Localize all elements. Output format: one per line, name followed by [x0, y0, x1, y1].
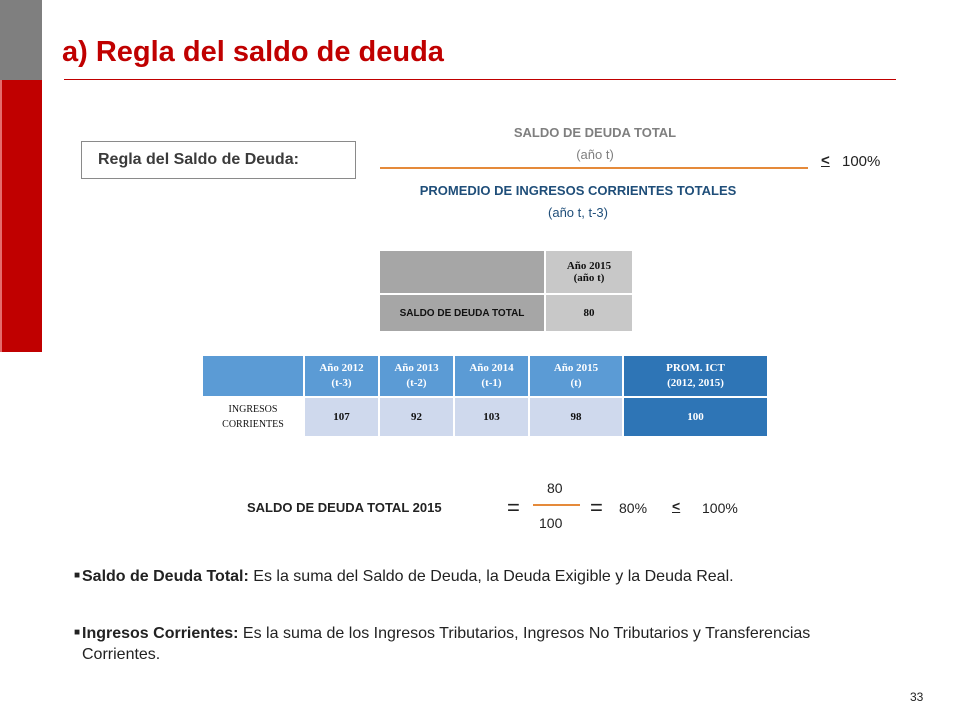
rule-numerator-label: SALDO DE DEUDA TOTAL [513, 125, 677, 140]
rule-numerator-sub: (año t) [576, 147, 614, 162]
income-header-year: Año 2015 [553, 362, 599, 374]
income-value: 107 [305, 398, 378, 436]
income-header-period: (t-1) [481, 377, 502, 389]
income-row-label-line2: CORRIENTES [222, 419, 284, 430]
rule-label: Regla del Saldo de Deuda: [98, 151, 299, 168]
rule-fraction-line [380, 167, 808, 169]
debt-table-value: 80 [546, 295, 632, 331]
formula-numerator: 80 [547, 480, 563, 496]
definition-term: Saldo de Deuda Total: [82, 568, 249, 585]
debt-table-header [546, 251, 632, 293]
debt-table-header-period: (año t) [573, 272, 605, 284]
income-value-prom: 100 [624, 398, 767, 436]
debt-table-header-row [380, 251, 632, 293]
slide-title: a) Regla del saldo de deuda [62, 36, 444, 68]
formula-denominator: 100 [539, 515, 563, 531]
formula-equals-2: = [590, 495, 603, 520]
income-table-header-prom [624, 356, 767, 396]
page-number: 33 [910, 690, 924, 704]
debt-table-header-year: Año 2015 [566, 260, 612, 272]
income-table-header-row [203, 356, 767, 396]
income-header-year: Año 2013 [394, 362, 439, 374]
left-red-bar-highlight [0, 80, 2, 352]
income-table [201, 354, 769, 438]
income-table-header [455, 356, 528, 396]
income-header-prom: PROM. ICT [666, 362, 725, 374]
debt-table-corner [380, 251, 544, 293]
income-table-header [305, 356, 378, 396]
income-table-corner [203, 356, 303, 396]
definition-term: Ingresos Corrientes: [82, 625, 239, 642]
rule-denominator-label: PROMEDIO DE INGRESOS CORRIENTES TOTALES [419, 183, 737, 198]
definition-text: Es la suma del Saldo de Deuda, la Deuda Exigible y la Deuda Real. [248, 568, 734, 585]
income-row-label [203, 398, 303, 436]
income-table-header [380, 356, 453, 396]
income-header-period: (t-2) [406, 377, 427, 389]
income-header-period: (t) [570, 377, 582, 389]
formula-label: SALDO DE DEUDA TOTAL 2015 [247, 500, 442, 515]
formula-comparator: < [672, 498, 681, 514]
rule-label-box [81, 141, 356, 179]
definition-text: Es la suma de los Ingresos Tributarios, Ingresos No Tributarios y Transferencias Corrientes. [82, 625, 811, 663]
income-value: 103 [455, 398, 528, 436]
income-header-prom-period: (2012, 2015) [667, 377, 724, 389]
left-gray-bar [0, 0, 42, 80]
income-table-row [203, 398, 767, 436]
income-value: 98 [530, 398, 622, 436]
income-header-year: Año 2014 [469, 362, 514, 374]
title-underline [64, 79, 896, 80]
bullet-icon: ■ [74, 627, 81, 638]
formula-equals-1: = [507, 495, 520, 520]
formula-limit: 100% [702, 500, 738, 516]
income-row-label-line1: INGRESOS [228, 404, 278, 415]
formula-fraction-line [533, 504, 580, 506]
debt-table-row [380, 295, 632, 331]
income-value: 92 [380, 398, 453, 436]
definition-income [82, 623, 822, 665]
bullet-icon: ■ [74, 570, 81, 581]
income-header-year: Año 2012 [319, 362, 364, 374]
formula-result: 80% [619, 500, 648, 516]
debt-table-row-label: SALDO DE DEUDA TOTAL [380, 295, 544, 331]
income-header-period: (t-3) [331, 377, 352, 389]
rule-denominator-sub: (año t, t-3) [548, 205, 608, 220]
income-table-header [530, 356, 622, 396]
rule-limit: 100% [842, 153, 881, 170]
definition-debt [82, 566, 734, 587]
rule-comparator: < [821, 152, 830, 169]
debt-table [378, 249, 634, 333]
left-red-bar [0, 80, 42, 352]
